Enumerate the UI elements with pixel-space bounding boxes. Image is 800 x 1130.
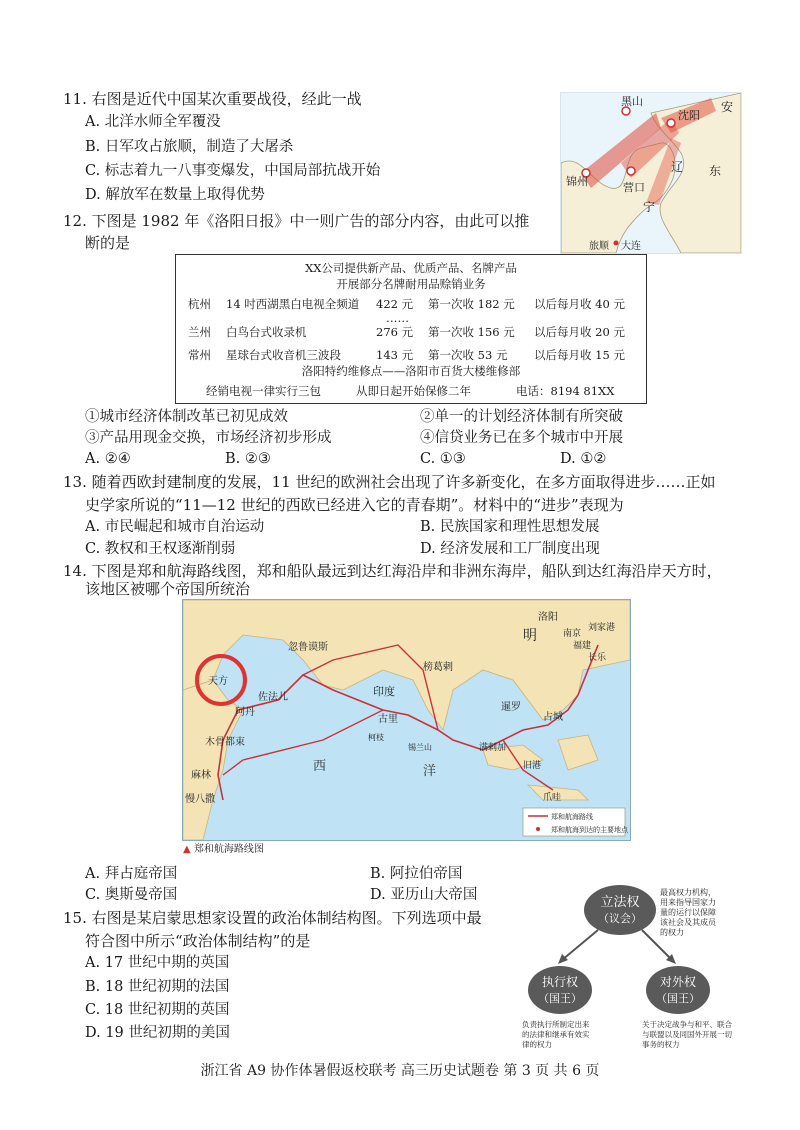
q14-label-malacca: 满剌加 <box>479 743 507 753</box>
ad-row-first: 第一次收 53 元 <box>428 348 508 362</box>
ad-row-monthly: 以后每月收 20 元 <box>534 325 625 339</box>
executive-title: 执行权 <box>541 975 579 989</box>
q14-label-india: 印度 <box>373 685 395 698</box>
ad-row-price: 143 元 <box>376 348 414 362</box>
q14-label-hormuz: 忽鲁谟斯 <box>288 642 328 653</box>
q14-zheng-he-route-map <box>182 599 631 841</box>
executive-desc-2: 的法律和继承有效实 <box>522 1030 590 1039</box>
q14-label-siam: 暹罗 <box>501 702 521 713</box>
q14-label-nanjing: 南京 <box>563 629 582 639</box>
ad-bottom-mid: 从即日起开始保修二年 <box>356 384 471 398</box>
executive-sub: （国王） <box>538 992 582 1005</box>
q12-advertisement <box>175 254 647 404</box>
q14-label-fujian: 福建 <box>573 641 592 651</box>
q11-map-label-jinzhou: 锦州 <box>566 175 588 188</box>
page-footer: 浙江省 A9 协作体暑假返校联考 高三历史试题卷 第 3 页 共 6 页 <box>200 1063 600 1079</box>
q12-option-d: D. ①② <box>560 451 607 467</box>
q14-label-champa: 占城 <box>543 712 563 723</box>
q11-map-label-dalian: 大连 <box>621 241 641 252</box>
q14-label-bangladesh: 榜葛剌 <box>423 662 453 673</box>
q14-label-xi: 西 <box>313 759 327 774</box>
ad-row-price: 276 元 <box>376 325 414 339</box>
legislative-desc-2: 用来指导国家力 <box>660 898 716 907</box>
legislative-desc-5: 的权力 <box>660 928 684 937</box>
q14-label-zuofaer: 佐法儿 <box>258 692 288 703</box>
q14-stem-line1: 14. 下图是郑和航海路线图，郑和船队最远到达红海沿岸和非洲东海岸，船队到达红海沿岸天方时， <box>63 562 722 580</box>
ad-row-city: 杭州 <box>188 297 211 311</box>
q15-stem-line2: 符合图中所示“政治体制结构”的是 <box>85 932 311 950</box>
q15-option-d: D. 19 世纪初期的美国 <box>85 1025 230 1041</box>
ad-row-city: 兰州 <box>188 325 211 339</box>
q13-option-b: B. 民族国家和理性思想发展 <box>420 519 600 535</box>
q14-label-liujiagang: 刘家港 <box>588 623 616 633</box>
q14-label-malindi: 麻林 <box>191 770 211 781</box>
q14-label-aden: 阿丹 <box>235 707 255 718</box>
ad-row-first: 第一次收 156 元 <box>428 325 515 339</box>
q12-option-c: C. ①③ <box>420 451 466 467</box>
q15-diagram-graphic <box>520 882 760 1052</box>
executive-desc-3: 律的权力 <box>522 1040 552 1049</box>
q14-legend-place: 郑和航海到达的主要地点 <box>551 826 628 834</box>
q14-label-luoyang: 洛阳 <box>538 612 558 623</box>
q12-statement-2: ②单一的计划经济体制有所突破 <box>420 409 623 425</box>
q12-stem-line1: 12. 下图是 1982 年《洛阳日报》中一则广告的部分内容，由此可以推 <box>63 212 530 230</box>
q14-stem-line2: 该地区被哪个帝国所统治 <box>85 580 251 598</box>
legislative-desc-4: 该社会及其成员 <box>660 918 716 927</box>
ad-row-item: 白鸟台式收录机 <box>226 325 307 339</box>
q11-map-label-ning: 宁 <box>643 200 656 214</box>
q14-map-caption <box>183 840 264 855</box>
q12-statement-4: ④信贷业务已在多个城市中开展 <box>420 430 623 446</box>
q14-option-a: A. 拜占庭帝国 <box>85 866 178 882</box>
q15-option-b: B. 18 世纪初期的法国 <box>85 979 230 995</box>
q14-map-graphic <box>183 600 630 840</box>
ad-row-monthly: 以后每月收 40 元 <box>534 297 625 311</box>
legislative-title: 立法权 <box>600 895 640 910</box>
q12-option-b: B. ②③ <box>225 451 271 467</box>
q11-stem: 11. 右图是近代中国某次重要战役，经此一战 <box>63 90 362 108</box>
q14-label-mombasa: 慢八撒 <box>185 794 215 805</box>
q14-label-java: 爪哇 <box>543 793 562 803</box>
federative-desc-3: 事务的权力 <box>642 1040 680 1049</box>
ad-ellipsis: …… <box>386 311 409 325</box>
q11-option-c: C. 标志着九一八事变爆发，中国局部抗战开始 <box>85 163 381 179</box>
q13-option-d: D. 经济发展和工厂制度出现 <box>420 541 600 557</box>
ad-repair-point: 洛阳特约维修点——洛阳市百货大楼维修部 <box>301 364 521 378</box>
caption-triangle-icon: ▲ <box>183 844 194 855</box>
ad-row-monthly: 以后每月收 15 元 <box>534 348 625 362</box>
q14-label-kezhi: 柯枝 <box>368 733 384 742</box>
ad-title-1: XX公司提供新产品、优质产品、名牌产品 <box>305 261 517 275</box>
q14-option-b: B. 阿拉伯帝国 <box>370 866 463 882</box>
legislative-desc-1: 最高权力机构， <box>660 888 716 897</box>
q13-stem-line2: 史学家所说的“11—12 世纪的西欧已经进入它的青春期”。材料中的“进步”表现为 <box>85 496 624 514</box>
q14-label-yang: 洋 <box>423 764 437 779</box>
q11-map-label-an: 安 <box>721 100 734 114</box>
q15-separation-of-powers-diagram <box>520 882 760 1052</box>
q14-legend-route: 郑和航海路线 <box>551 813 593 821</box>
q13-stem-line1: 13. 随着西欧封建制度的发展，11 世纪的欧洲社会出现了许多新变化，在多方面取得进步……正如 <box>63 473 716 491</box>
q11-option-a: A. 北洋水师全军覆没 <box>85 114 221 130</box>
q14-label-mogadishu: 木骨都束 <box>205 737 245 748</box>
q14-option-d: D. 亚历山大帝国 <box>370 887 478 903</box>
q11-map-label-yingkou: 营口 <box>623 181 645 194</box>
q11-option-d: D. 解放军在数量上取得优势 <box>85 187 265 203</box>
executive-desc-1: 负责执行所制定出来 <box>522 1020 590 1029</box>
federative-title: 对外权 <box>659 975 697 989</box>
q11-map-label-heishan: 黑山 <box>621 95 643 108</box>
q12-stem-line2: 断的是 <box>85 234 131 252</box>
q12-option-a: A. ②④ <box>85 451 131 467</box>
ad-row-item: 14 吋西湖黑白电视全频道 <box>226 297 360 311</box>
q15-stem-line1: 15. 右图是某启蒙思想家设置的政治体制结构图。下列选项中最 <box>63 909 482 927</box>
legislative-sub: （议会） <box>598 912 642 925</box>
q11-map-label-shenyang: 沈阳 <box>678 109 700 122</box>
q14-label-ming: 明 <box>523 628 537 644</box>
q15-option-a: A. 17 世纪中期的英国 <box>85 955 230 971</box>
q11-battle-map <box>560 92 742 254</box>
ad-bottom-left: 经销电视一律实行三包 <box>206 384 321 398</box>
q14-caption-text: 郑和航海路线图 <box>193 844 264 855</box>
federative-sub: （国王） <box>656 992 700 1005</box>
ad-row-first: 第一次收 182 元 <box>428 297 515 311</box>
q14-option-c: C. 奥斯曼帝国 <box>85 887 178 903</box>
ad-row-city: 常州 <box>188 348 211 362</box>
legislative-desc-3: 量的运行以保障 <box>660 908 716 917</box>
q14-label-changle: 长乐 <box>588 653 607 663</box>
q11-option-b: B. 日军攻占旅顺，制造了大屠杀 <box>85 139 294 155</box>
q11-map-label-lvshun: 旅顺 <box>589 241 609 252</box>
q11-map-graphic <box>561 93 741 253</box>
q14-label-tianfang: 天方 <box>208 676 228 687</box>
q13-option-a: A. 市民崛起和城市自治运动 <box>85 519 265 535</box>
q14-label-palembang: 旧港 <box>523 761 542 771</box>
ad-title-2: 开展部分名牌耐用品赊销业务 <box>336 277 486 291</box>
q13-option-c: C. 教权和王权逐渐削弱 <box>85 541 236 557</box>
q11-map-label-dong: 东 <box>709 164 722 178</box>
ad-bottom-right: 电话：8194 81XX <box>516 384 615 398</box>
q12-statement-1: ①城市经济体制改革已初见成效 <box>85 409 288 425</box>
q14-label-xilanshan: 锡兰山 <box>408 743 432 752</box>
ad-row-price: 422 元 <box>376 297 414 311</box>
q11-map-label-liao: 辽 <box>671 160 684 174</box>
q12-statement-3: ③产品用现金交换，市场经济初步形成 <box>85 430 332 446</box>
federative-desc-2: 与联盟以及同国外开展一切 <box>642 1030 732 1039</box>
federative-desc-1: 关于决定战争与和平、联合 <box>642 1020 732 1029</box>
q14-label-guli: 古里 <box>378 714 398 725</box>
q15-option-c: C. 18 世纪初期的英国 <box>85 1002 230 1018</box>
ad-row-item: 星球台式收音机三波段 <box>226 348 341 362</box>
